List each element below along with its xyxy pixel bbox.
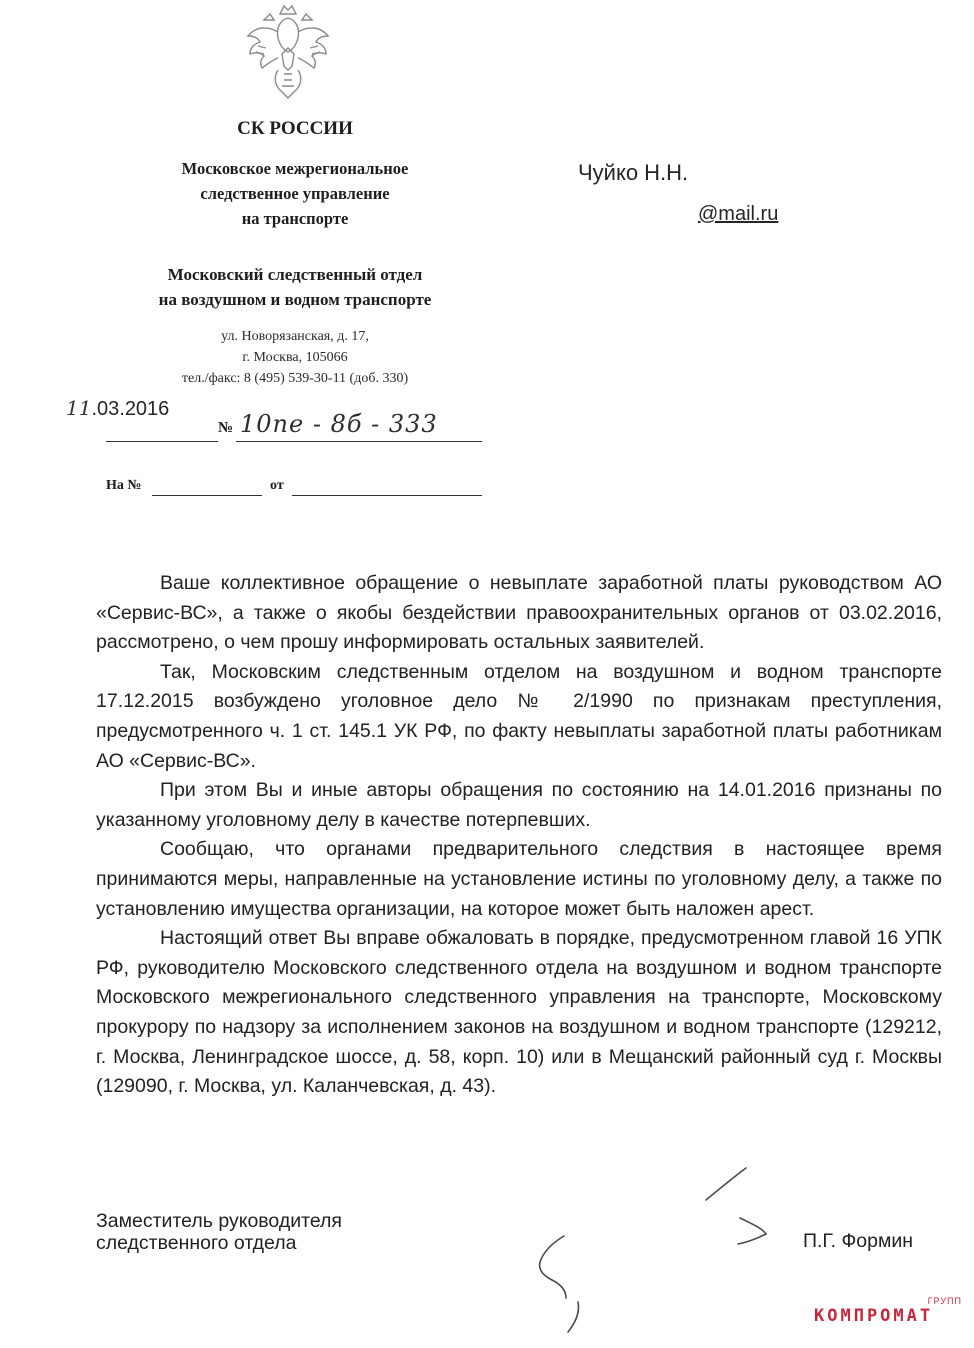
date-underline	[106, 441, 218, 442]
reference-date-line	[292, 495, 482, 496]
department-line: на транспорте	[241, 209, 349, 228]
watermark-small-text: ГРУПП	[927, 1296, 962, 1306]
address-line: г. Москва, 105066	[242, 350, 348, 365]
reference-number-line	[152, 495, 262, 496]
watermark-main-text: КОМПРОМАТ	[814, 1306, 934, 1326]
watermark-logo	[814, 1296, 968, 1336]
department-name	[120, 156, 470, 231]
recipient-name: Чуйко Н.Н.	[578, 160, 689, 185]
coat-of-arms-emblem	[244, 2, 332, 104]
subdepartment-name	[110, 262, 480, 312]
body-paragraph: Сообщаю, что органами предварительного следствия в настоящее время принимаются меры, направленные на установление истины по уголовному делу, а также по установлению имущества организации, на которое может быть наложен арест.	[96, 838, 942, 920]
body-paragraph: Ваше коллективное обращение о невыплате заработной платы руководством АО «Сервис-ВС», а также о якобы бездействии правоохранительных органов от 03.02.2016, рассмотрено, о чем прошу информировать остальных заявителей.	[96, 572, 942, 654]
address-line: ул. Новорязанская, д. 17,	[221, 329, 369, 344]
signatory-title-line: Заместитель руководителя	[96, 1210, 342, 1232]
number-label: №	[218, 420, 234, 436]
recipient-email: @mail.ru	[698, 203, 779, 225]
number-underline	[236, 441, 482, 442]
body-paragraph: Так, Московским следственным отделом на воздушном и водном транспорте 17.12.2015 возбуждено уголовное дело № 2/1990 по признакам преступления, предусмотренного ч. 1 ст. 145.1 УК РФ, по факту невыплаты заработной платы работникам АО «Сервис-ВС».	[96, 660, 942, 772]
date-month-year: .03.2016	[91, 398, 170, 420]
letter-body	[96, 569, 942, 1102]
reference-from-label: от	[270, 478, 284, 493]
subdepartment-line: Московский следственный отдел	[167, 265, 423, 284]
signatory-name: П.Г. Формин	[803, 1230, 914, 1252]
body-paragraph: Настоящий ответ Вы вправе обжаловать в порядке, предусмотренном главой 16 УПК РФ, руководителю Московского следственного отдела на воздушном и водном транспорте Московского межрегионального следственного управления на транспорте, Московскому прокурору по надзору за исполнением законов на воздушном и водном транспорте (129212, г. Москва, Ленинградское шоссе, д. 58, корп. 10) или в Мещанский районный суд г. Москвы (129090, г. Москва, ул. Каланчевская, д. 43).	[96, 927, 942, 1098]
registration-number-handwritten: 10пе - 8б - 333	[240, 410, 438, 438]
address-block	[130, 326, 460, 389]
department-line: Московское межрегиональное	[181, 159, 409, 178]
body-paragraph: При этом Вы и иные авторы обращения по состоянию на 14.01.2016 признаны по указанному уголовному делу в качестве потерпевших.	[96, 779, 942, 831]
organization-title: СК РОССИИ	[237, 118, 353, 139]
letter-date	[66, 396, 169, 421]
signatory-title	[96, 1210, 342, 1254]
address-line: тел./факс: 8 (495) 539-30-11 (доб. 330)	[181, 371, 409, 386]
handwritten-signature	[500, 1150, 800, 1340]
department-line: следственное управление	[200, 184, 390, 203]
date-day-handwritten: 11	[66, 396, 92, 420]
subdepartment-line: на воздушном и водном транспорте	[158, 290, 432, 309]
reference-number-label: На №	[106, 478, 142, 493]
signatory-title-line: следственного отдела	[96, 1232, 297, 1254]
